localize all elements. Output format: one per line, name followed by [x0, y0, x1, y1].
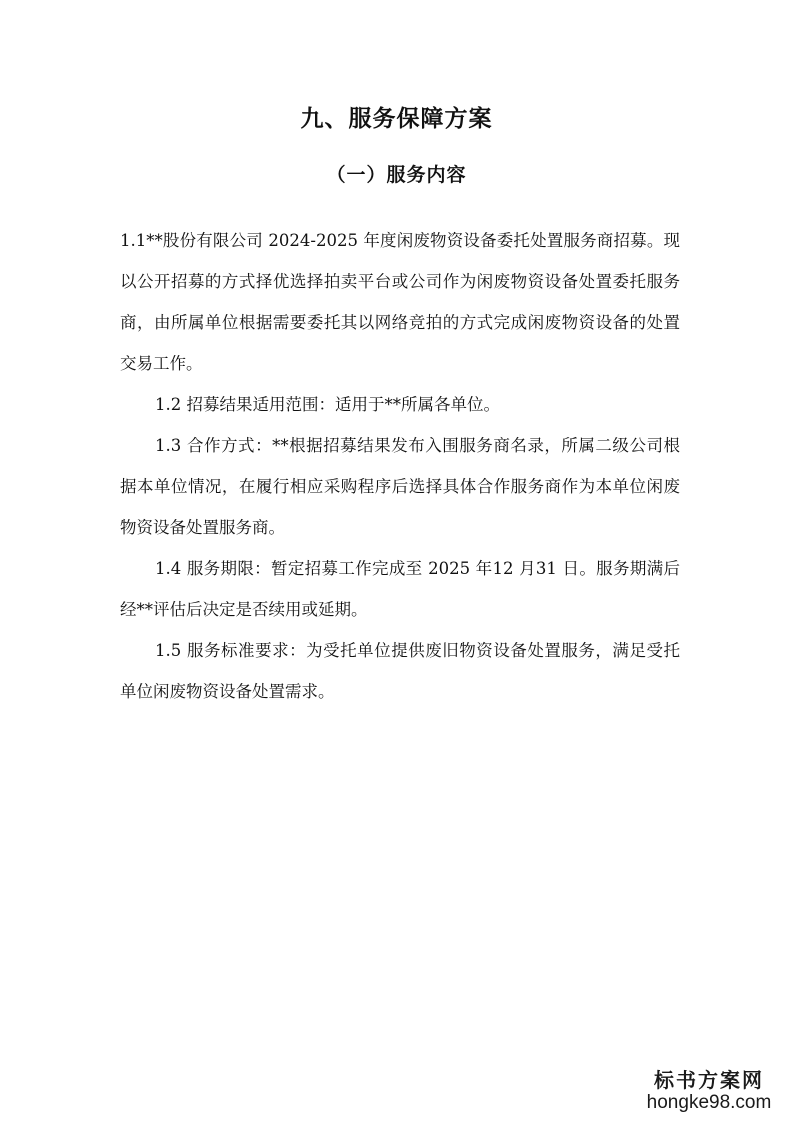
watermark-logo	[639, 1068, 779, 1114]
paragraph-1-4: 1.4 服务期限：暂定招募工作完成至 2025 年12 月31 日。服务期满后经**评估后决定是否续用或延期。	[120, 559, 680, 619]
paragraph-1-3: 1.3 合作方式：**根据招募结果发布入围服务商名录，所属二级公司根据本单位情况，在履行相应采购程序后选择具体合作服务商作为本单位闲废物资设备处置服务商。	[120, 436, 680, 537]
page-title: 九、服务保障方案	[300, 105, 493, 132]
body-text	[120, 220, 680, 712]
paragraph-1-2: 1.2 招募结果适用范围：适用于**所属各单位。	[155, 395, 500, 414]
paragraph-1-5: 1.5 服务标准要求：为受托单位提供废旧物资设备处置服务，满足受托单位闲废物资设备处置需求。	[120, 641, 680, 701]
paragraph-1-1: 1.1**股份有限公司 2024-2025 年度闲废物资设备委托处置服务商招募。现以公开招募的方式择优选择拍卖平台或公司作为闲废物资设备处置委托服务商，由所属单位根据需要委托其以网络竞拍的方式完成闲废物资设备的处置交易工作。	[120, 231, 680, 373]
watermark-title: 标书方案网	[654, 1068, 764, 1092]
section-subtitle: （一）服务内容	[326, 164, 467, 186]
watermark-url: hongke98.com	[646, 1092, 772, 1113]
